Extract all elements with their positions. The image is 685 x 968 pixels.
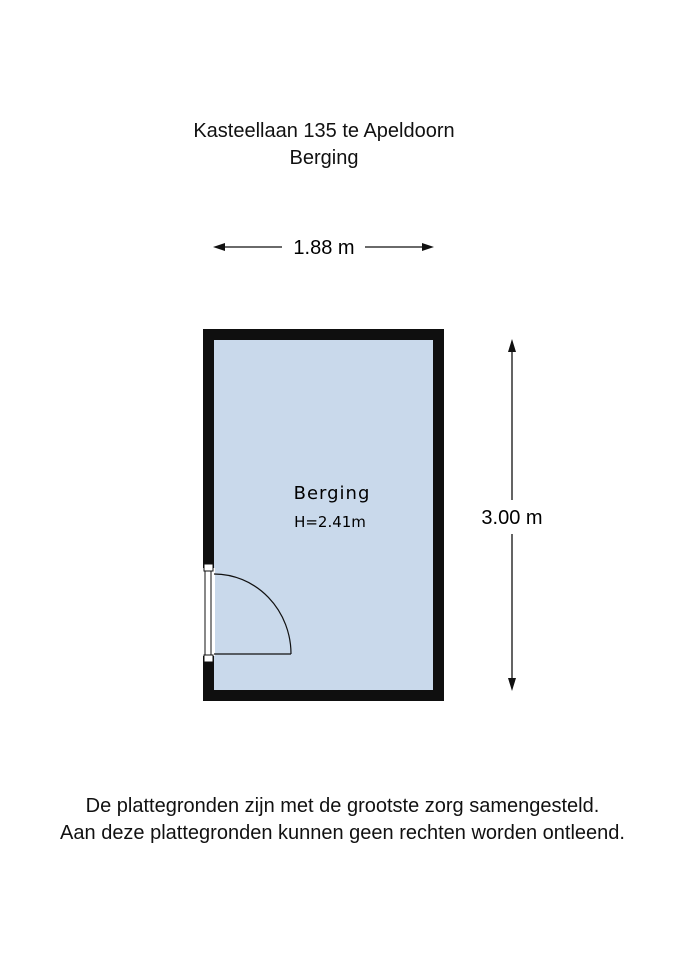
arrow-right-icon: [422, 243, 434, 251]
door-frame: [204, 655, 213, 662]
arrow-up-icon: [508, 339, 516, 352]
width-dimension: [213, 237, 434, 259]
depth-label: 3.00 m: [481, 507, 543, 529]
arrow-left-icon: [213, 243, 225, 251]
width-label: 1.88 m: [293, 237, 355, 259]
room-height-label: H=2.41m: [294, 513, 366, 531]
depth-dimension: [481, 339, 542, 691]
address-title: Kasteellaan 135 te Apeldoorn: [193, 120, 455, 142]
disclaimer-line-2: Aan deze plattegronden kunnen geen rechten worden ontleend.: [60, 822, 625, 844]
disclaimer-line-1: De plattegronden zijn met de grootste zorg samengesteld.: [85, 795, 600, 817]
floor-title: Berging: [289, 147, 359, 169]
arrow-down-icon: [508, 678, 516, 691]
door-frame: [204, 564, 213, 571]
disclaimer: [0, 793, 685, 847]
room-label: Berging: [293, 483, 371, 504]
